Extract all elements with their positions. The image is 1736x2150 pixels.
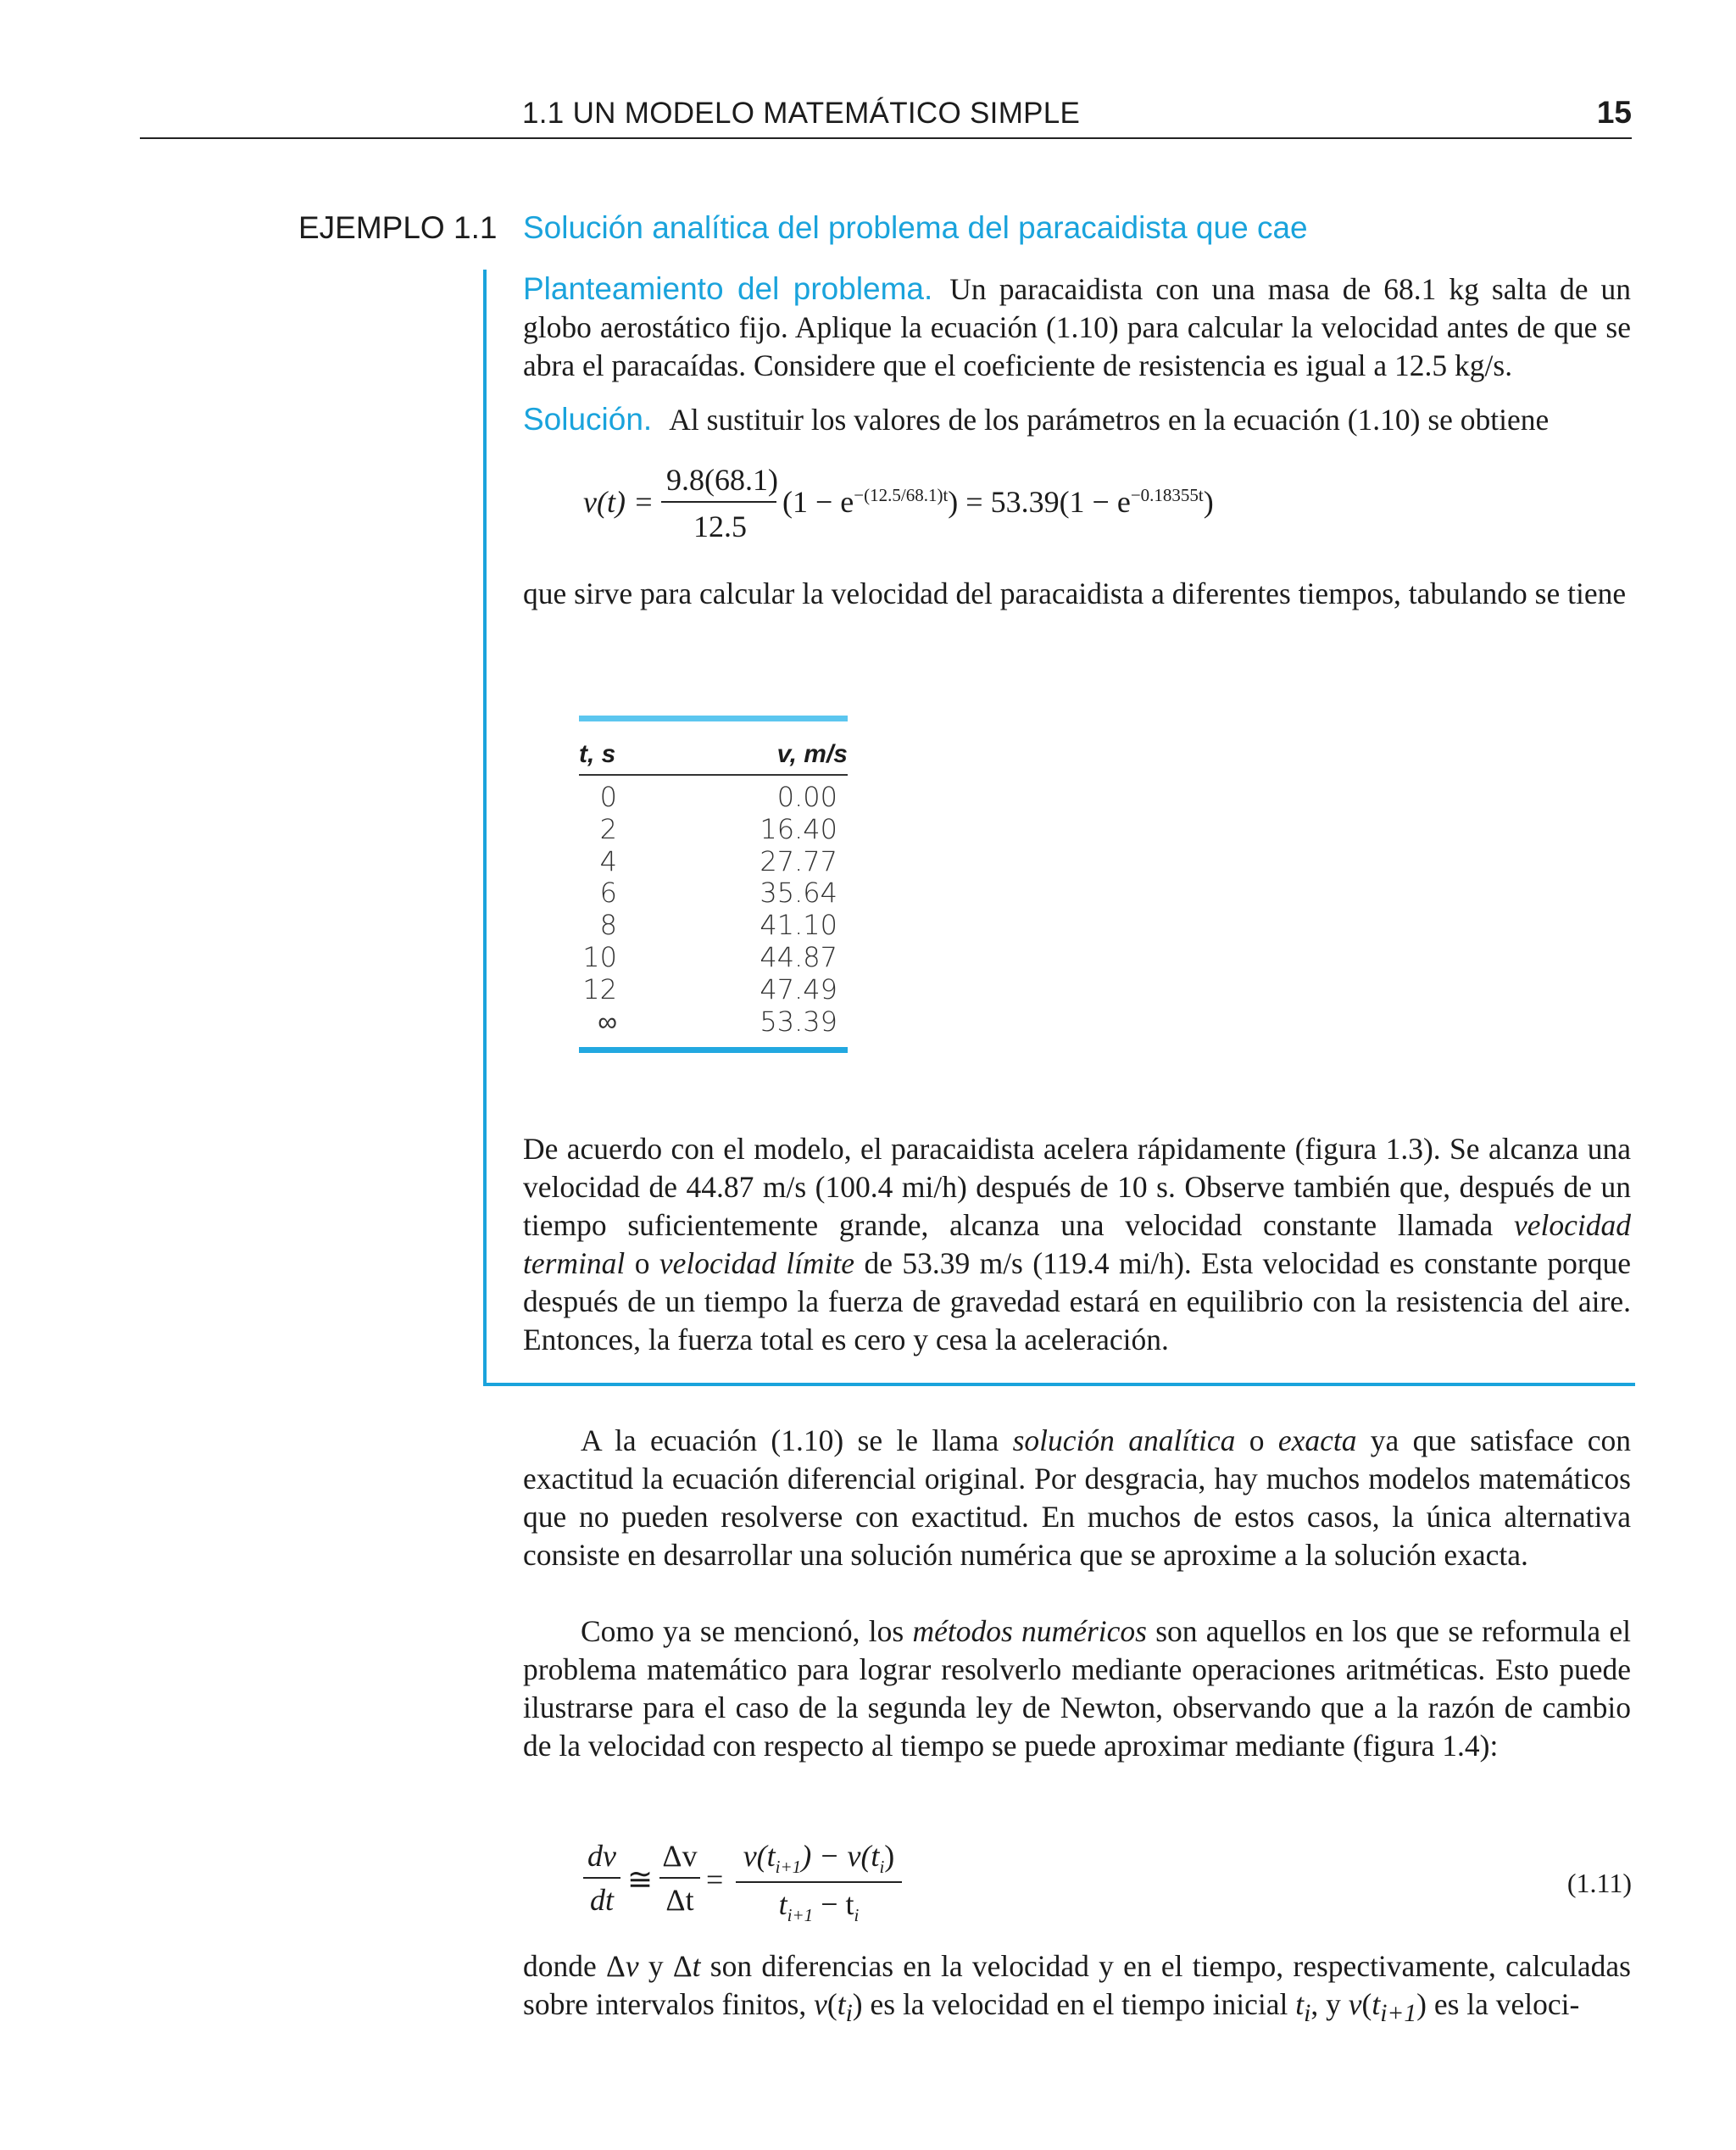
table-row: 4 27.77 bbox=[599, 844, 837, 877]
approx-symbol: ≅ bbox=[627, 1863, 654, 1897]
table-row: 2 16.40 bbox=[599, 812, 837, 845]
solution-label: Solución. bbox=[523, 402, 653, 437]
header-velocity: v, m/s bbox=[776, 740, 848, 768]
equation-lhs: v(t) = bbox=[583, 485, 654, 519]
header-time: t, s bbox=[579, 740, 616, 768]
table-header bbox=[579, 721, 848, 774]
table-row: 10 44.87 bbox=[582, 940, 837, 973]
discussion-paragraph: De acuerdo con el modelo, el paracaidista acelera rápidamente (figura 1.3). Se alcanza una velocidad de 44.87 m/s (100.4 mi/h) después de 10 s. Observe también que, después de un tiempo suficientemente grande, alcanza una velocidad constante llamada velocidad terminal o velocidad límite de 53.39 m/s (119.4 mi/h). Esta velocidad es constante porque después de un tiempo la fuerza de gravedad estará en equilibrio con la resistencia del aire. Entonces, la fuerza total es cero y cesa la aceleración. bbox=[523, 1132, 1632, 1356]
equals-symbol: = bbox=[706, 1863, 724, 1897]
table-row: 0 0.00 bbox=[599, 781, 837, 813]
running-head bbox=[140, 95, 1632, 139]
solution-paragraph bbox=[523, 400, 1631, 439]
velocity-table bbox=[579, 716, 848, 1053]
table-top-rule bbox=[579, 716, 848, 721]
tabulate-paragraph: que sirve para calcular la velocidad del paracaidista a diferentes tiempos, tabulando se tiene bbox=[523, 576, 1627, 610]
fraction-difference: $v(t_{i+1}) - v(t_i)$ $t_{i+1} - t_i$ bbox=[736, 1838, 902, 1926]
analytic-solution-paragraph: A la ecuación (1.10) se le llama solución analítica o exacta ya que satisface con exactitud la ecuación diferencial original. Por desgracia, hay muchos modelos matemáticos que no pueden resolverse con exactitud. En muchos de estos casos, la única alternativa consiste en desarrollar una solución numérica que se aproxime a la solución exacta. bbox=[523, 1423, 1632, 1572]
fraction-dv-dt: dv dt bbox=[583, 1838, 620, 1918]
table-row: ∞ 53.39 bbox=[598, 1005, 837, 1038]
solution-text: Al sustituir los valores de los parámetros en la ecuación (1.10) se obtiene bbox=[669, 403, 1550, 437]
numeric-methods-paragraph: Como ya se mencionó, los métodos numéricos son aquellos en los que se reformula el problema matemático para lograr resolverlo mediante operaciones aritméticas. Esto puede ilustrarse para el caso de la segunda ley de Newton, observando que a la razón de cambio de la velocidad con respecto al tiempo se puede aproximar mediante (figura 1.4): bbox=[523, 1614, 1631, 1763]
example-title: Solución analítica del problema del paracaidista que cae bbox=[523, 210, 1308, 245]
equation-numerator: 9.8(68.1) bbox=[666, 463, 778, 497]
fraction-delta: Δv Δt bbox=[659, 1838, 700, 1918]
page-number: 15 bbox=[1596, 95, 1632, 130]
table-header-rule bbox=[579, 774, 848, 776]
section-title: 1.1 UN MODELO MATEMÁTICO SIMPLE bbox=[522, 97, 1081, 130]
problem-statement bbox=[523, 270, 1631, 385]
where-paragraph: donde Δv y Δt son diferencias en la velocidad y en el tiempo, respectivamente, calculadas sobre intervalos finitos, $v(t_i)$ es la velocidad en el tiempo inicial $t_i$, y $v(t_{i+1})$ es la veloci- bbox=[523, 1949, 1631, 2028]
equation-number: (1.11) bbox=[1566, 1868, 1632, 1898]
table-row: 8 41.10 bbox=[599, 909, 837, 942]
equation-denominator: 12.5 bbox=[693, 510, 747, 543]
table-bottom-rule bbox=[579, 1047, 848, 1053]
equation-rhs: $(1 - e^{-(12.5/68.1)t}) = 53.39(1 - e^{-0.18355t})$ bbox=[782, 485, 1214, 519]
velocity-equation bbox=[583, 462, 1346, 547]
fraction-bar bbox=[661, 501, 776, 503]
equation-1-11 bbox=[583, 1838, 1632, 1931]
table-row: 6 35.64 bbox=[599, 877, 837, 910]
statement-text: Un paracaidista con una masa de 68.1 kg salta de un globo aerostático fijo. Aplique la ecuación (1.10) para calcular la velocidad antes de que se abra el paracaídas. Considere que el coeficiente de resistencia es igual a 12.5 kg/s. bbox=[523, 272, 1631, 382]
example-label: EJEMPLO 1.1 bbox=[298, 210, 498, 245]
statement-label: Planteamiento del problema. bbox=[523, 271, 933, 306]
table-row: 12 47.49 bbox=[582, 972, 837, 1005]
